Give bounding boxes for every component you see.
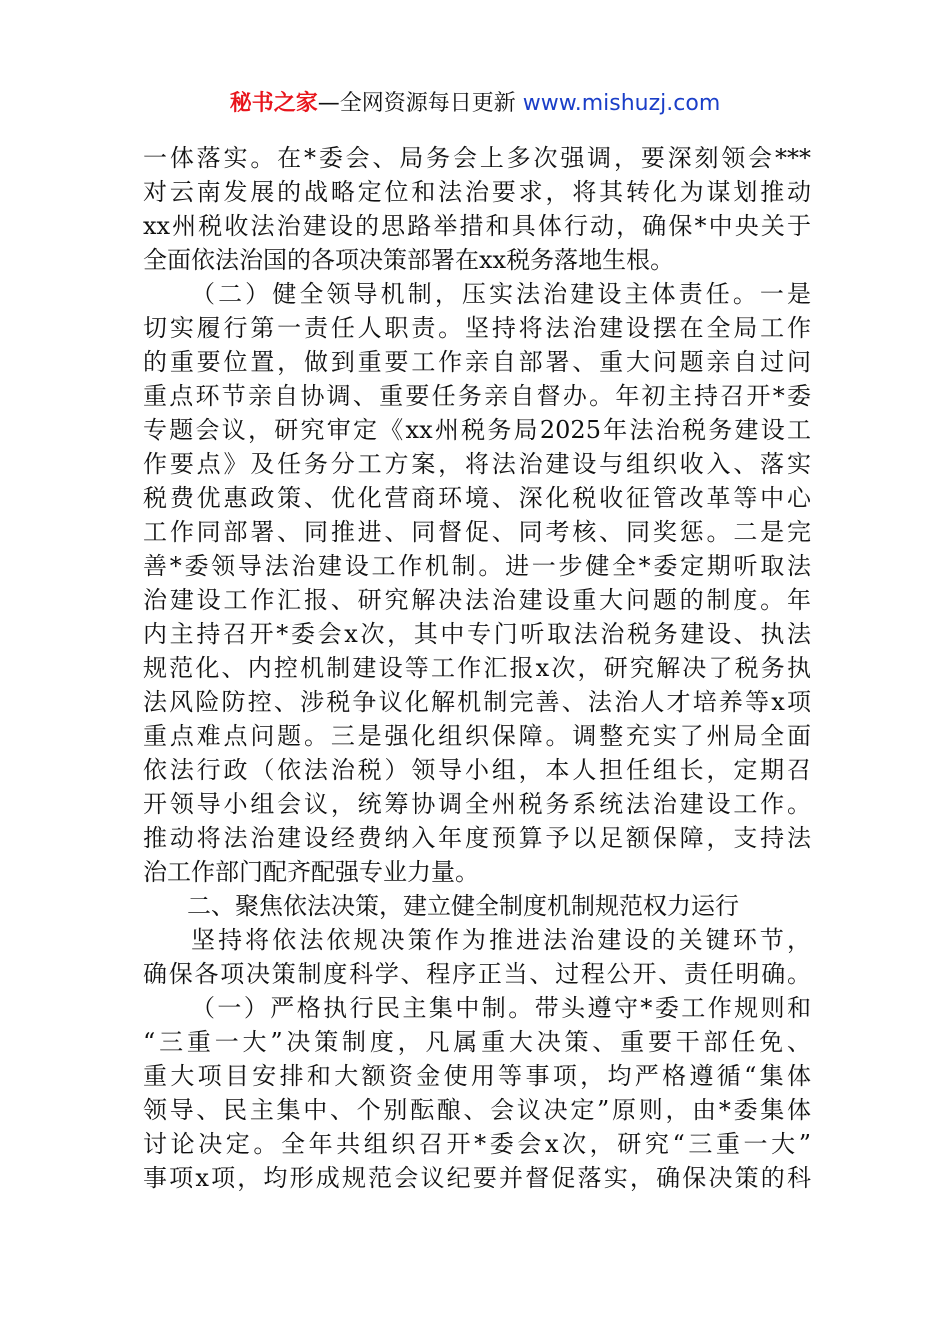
text-line: 内主持召开*委会x次，其中专门听取法治税务建设、执法 xyxy=(143,620,811,648)
header-slogan: —全网资源每日更新 xyxy=(317,91,523,116)
text-line: 事项x项，均形成规范会议纪要并督促落实，确保决策的科 xyxy=(143,1164,811,1192)
subsection-heading: （一）严格执行民主集中制。带头遵守*委工作规则和 xyxy=(191,994,811,1022)
text-line: 全面依法治国的各项决策部署在xx税务落地生根。 xyxy=(143,246,675,274)
section-heading: 二、聚焦依法决策，建立健全制度机制规范权力运行 xyxy=(187,892,739,920)
site-url-link[interactable]: www.mishuzj.com xyxy=(522,91,721,116)
text-line: xx州税收法治建设的思路举措和具体行动，确保*中央关于 xyxy=(143,212,811,240)
text-line: 的重要位置，做到重要工作亲自部署、重大问题亲自过问 xyxy=(143,348,811,376)
text-line: 切实履行第一责任人职责。坚持将法治建设摆在全局工作 xyxy=(143,314,811,342)
text-line: 善*委领导法治建设工作机制。进一步健全*委定期听取法 xyxy=(143,552,811,580)
text-line: 确保各项决策制度科学、程序正当、过程公开、责任明确。 xyxy=(143,960,811,988)
text-line: 推动将法治建设经费纳入年度预算予以足额保障，支持法 xyxy=(143,824,811,852)
text-line: 讨论决定。全年共组织召开*委会x次，研究“三重一大” xyxy=(143,1130,811,1158)
text-line: 开领导小组会议，统筹协调全州税务系统法治建设工作。 xyxy=(143,790,811,818)
text-line: 规范化、内控机制建设等工作汇报x次，研究解决了税务执 xyxy=(143,654,811,682)
section-heading-2: （二）健全领导机制，压实法治建设主体责任。一是 xyxy=(191,280,811,308)
text-line: 依法行政（依法治税）领导小组，本人担任组长，定期召 xyxy=(143,756,811,784)
document-body xyxy=(143,141,811,1195)
site-header xyxy=(0,88,950,120)
text-line: 工作同部署、同推进、同督促、同考核、同奖惩。二是完 xyxy=(143,518,811,546)
brand-name: 秘书之家 xyxy=(229,91,318,116)
text-line: 税费优惠政策、优化营商环境、深化税收征管改革等中心 xyxy=(143,484,811,512)
text-line: 法风险防控、涉税争议化解机制完善、法治人才培养等x项 xyxy=(143,688,811,716)
text-line: 重大项目安排和大额资金使用等事项，均严格遵循“集体 xyxy=(143,1062,811,1090)
text-line: 一体落实。在*委会、局务会上多次强调，要深刻领会*** xyxy=(143,144,811,172)
text-line: 治工作部门配齐配强专业力量。 xyxy=(143,858,479,886)
text-line: 重点环节亲自协调、重要任务亲自督办。年初主持召开*委 xyxy=(143,382,811,410)
text-line: 坚持将依法依规决策作为推进法治建设的关键环节， xyxy=(191,926,811,954)
text-line: 治建设工作汇报、研究解决法治建设重大问题的制度。年 xyxy=(143,586,811,614)
text-line: 领导、民主集中、个别酝酿、会议决定”原则，由*委集体 xyxy=(143,1096,811,1124)
text-line: “三重一大”决策制度，凡属重大决策、重要干部任免、 xyxy=(143,1028,811,1056)
text-line: 作要点》及任务分工方案，将法治建设与组织收入、落实 xyxy=(143,450,811,478)
text-line: 重点难点问题。三是强化组织保障。调整充实了州局全面 xyxy=(143,722,811,750)
text-line: 对云南发展的战略定位和法治要求，将其转化为谋划推动 xyxy=(143,178,811,206)
text-line: 专题会议，研究审定《xx州税务局2025年法治税务建设工 xyxy=(143,416,811,444)
